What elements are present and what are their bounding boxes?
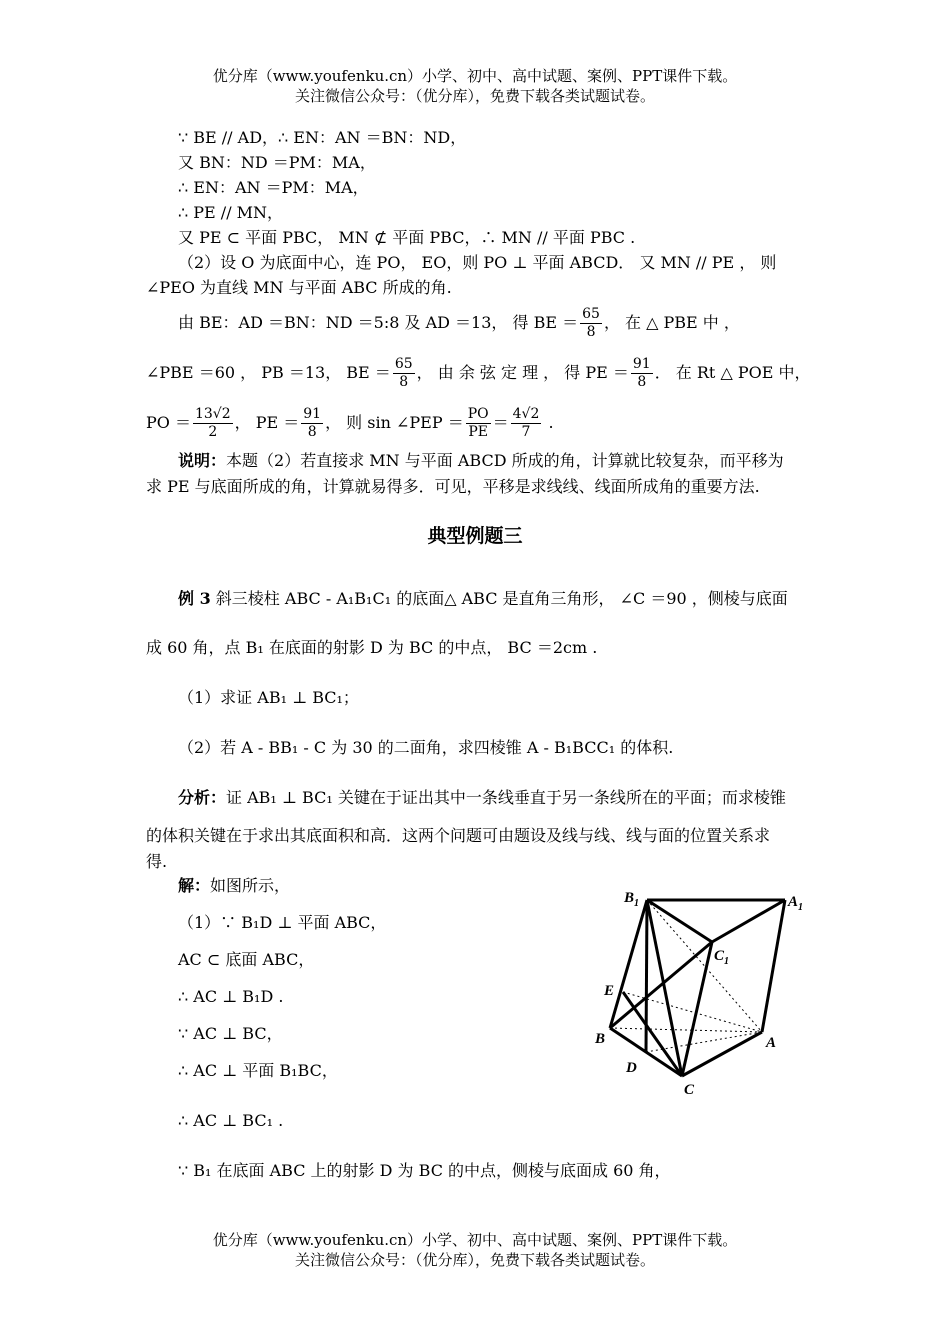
solution-step-6: ∴ AC ⊥ BC₁ . xyxy=(178,1111,284,1130)
analysis-line-1: 分析：证 AB₁ ⊥ BC₁ 关键在于证出其中一条线垂直于另一条线所在的平面；而求棱锥 xyxy=(178,788,786,807)
question-1: （1）求证 AB₁ ⊥ BC₁； xyxy=(178,688,359,707)
note-line-2: 求 PE 与底面所成的角，计算就易得多．可见，平移是求线线、线面所成角的重要方法. xyxy=(146,477,760,496)
footer-line-1: 优分库（www.youfenku.cn）小学、初中、高中试题、案例、PPT课件下载。 xyxy=(212,1231,738,1249)
solution-intro: 解：如图所示， xyxy=(178,876,291,895)
header-line-1: 优分库（www.youfenku.cn）小学、初中、高中试题、案例、PPT课件下载。 xyxy=(212,67,738,85)
section-title: 典型例题三 xyxy=(427,525,523,547)
proof-line-7: ∠PEO 为直线 MN 与平面 ABC 所成的角. xyxy=(146,278,452,297)
header-line-2: 关注微信公众号：（优分库），免费下载各类试题试卷。 xyxy=(294,87,655,105)
edge-b1-b xyxy=(610,900,647,1028)
proof-line-2: 又 BN：ND ＝PM：MA， xyxy=(178,153,376,172)
edge-b-a xyxy=(610,1028,762,1032)
proof-line-9: ∠PBE ＝60 ， PB ＝13， BE ＝ $\frac{65}{8}$ ， 由 余 弦 定 理 ， 得 PE ＝ $\frac{91}{8}$ ． 在 Rt △ POE 中， xyxy=(146,356,811,390)
label-a: A xyxy=(766,1035,777,1051)
fraction-pe-1: $\frac{91}{8}$ xyxy=(632,356,651,390)
prism-solid-edges xyxy=(610,900,785,1076)
label-b: B xyxy=(595,1031,606,1047)
fraction-be-1: $\frac{65}{8}$ xyxy=(582,306,600,340)
label-a1: $A_1$ xyxy=(788,894,804,913)
label-b1: $B_1$ xyxy=(624,890,640,909)
example-line-2: 成 60 角，点 B₁ 在底面的射影 D 为 BC 的中点， BC ＝2cm . xyxy=(146,638,598,657)
fraction-sin-value: $\frac{4√2}{7}$ xyxy=(512,406,540,440)
proof-line-3: ∴ EN：AN ＝PM：MA， xyxy=(178,178,369,197)
label-c: C xyxy=(684,1082,695,1098)
edge-a1-a xyxy=(762,900,785,1032)
label-c1: $C_1$ xyxy=(714,948,730,967)
analysis-line-3: 得. xyxy=(146,852,168,871)
segment-b1-a xyxy=(647,900,762,1032)
edge-b1-c1 xyxy=(647,900,712,942)
fraction-be-2: $\frac{65}{8}$ xyxy=(394,356,413,390)
prism-figure xyxy=(590,888,815,1103)
proof-line-1: ∵ BE // AD，∴ EN：AN ＝BN：ND， xyxy=(178,128,467,147)
proof-line-10: PO ＝ $\frac{13√2}{2}$ ， PE ＝ $\frac{91}{8}$ ， 则 sin ∠PEP ＝ $\frac{PO}{PE}$ ＝ $\frac{4√2}{7}$ . xyxy=(146,406,554,440)
solution-step-7: ∵ B₁ 在底面 ABC 上的射影 D 为 BC 的中点，侧棱与底面成 60 角， xyxy=(178,1161,671,1180)
example-line-1: 例 3 斜三棱柱 ABC - A₁B₁C₁ 的底面△ ABC 是直角三角形， ∠C ＝90 ，侧棱与底面 xyxy=(178,589,788,608)
proof-line-5: 又 PE ⊂ 平面 PBC， MN ⊄ 平面 PBC，∴ MN // 平面 PBC . xyxy=(178,228,636,247)
fraction-pe-2: $\frac{91}{8}$ xyxy=(303,406,322,440)
analysis-line-2: 的体积关键在于求出其底面积和高．这两个问题可由题设及线与线、线与面的位置关系求 xyxy=(146,826,771,845)
label-d: D xyxy=(626,1060,637,1076)
label-e: E xyxy=(604,983,615,999)
proof-line-4: ∴ PE // MN， xyxy=(178,203,284,222)
edge-c-a xyxy=(682,1032,762,1076)
solution-step-4: ∵ AC ⊥ BC， xyxy=(178,1024,283,1043)
fraction-po: $\frac{13√2}{2}$ xyxy=(194,406,231,440)
note-line-1: 说明：本题（2）若直接求 MN 与平面 ABCD 所成的角，计算就比较复杂，而平移为 xyxy=(178,451,784,470)
solution-step-5: ∴ AC ⊥ 平面 B₁BC， xyxy=(178,1061,338,1080)
fraction-po-pe: $\frac{PO}{PE}$ xyxy=(467,406,489,440)
edge-c1-a1 xyxy=(712,900,785,942)
prism-hidden-edges xyxy=(610,900,762,1052)
solution-step-3: ∴ AC ⊥ B₁D . xyxy=(178,987,284,1006)
footer-line-2: 关注微信公众号：（优分库），免费下载各类试题试卷。 xyxy=(294,1251,655,1269)
proof-line-8: 由 BE：AD ＝BN：ND ＝5:8 及 AD ＝13， 得 BE ＝ $\frac{65}{8}$ ， 在 △ PBE 中 ， xyxy=(178,306,740,340)
proof-line-6: （2）设 O 为底面中心，连 PO， EO，则 PO ⊥ 平面 ABCD． 又 MN // PE ， 则 xyxy=(178,253,777,272)
solution-step-1: （1）∵ B₁D ⊥ 平面 ABC， xyxy=(178,913,387,932)
question-2: （2）若 A - BB₁ - C 为 30 的二面角，求四棱锥 A - B₁BCC₁ 的体积. xyxy=(178,738,674,757)
solution-step-2: AC ⊂ 底面 ABC， xyxy=(178,950,315,969)
